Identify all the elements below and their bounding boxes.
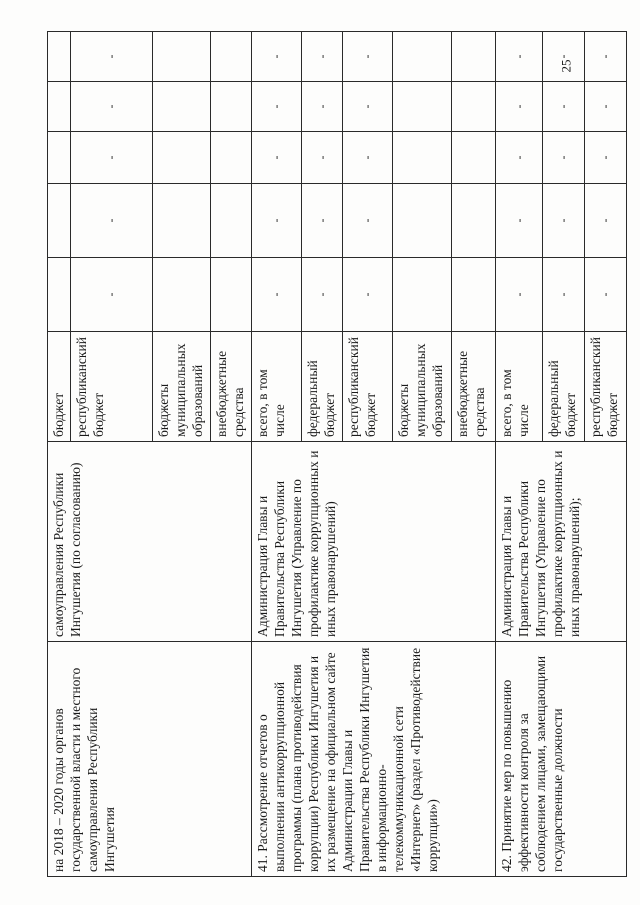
funding-source-cell: федеральный бюджет — [302, 332, 343, 442]
value-cell — [48, 82, 71, 132]
value-cell: - — [343, 258, 393, 332]
value-cell: - — [71, 82, 153, 132]
value-cell — [452, 32, 496, 82]
value-cell: - — [302, 32, 343, 82]
funding-source-cell: всего, в том числе — [252, 332, 302, 442]
value-cell — [211, 184, 252, 258]
event-cell: на 2018 – 2020 годы органов государственной власти и местного самоуправления Республики Ингушетия — [48, 642, 252, 877]
funding-source-cell: всего, в том числе — [496, 332, 543, 442]
table-row — [252, 32, 302, 877]
value-cell — [393, 184, 452, 258]
value-cell — [152, 258, 211, 332]
value-cell: - — [585, 82, 627, 132]
funding-source-cell: внебюджетные средства — [211, 332, 252, 442]
value-cell: - — [252, 82, 302, 132]
executor-cell: Администрация Главы и Правительства Республики Ингушетия (Управление по профилактике коррупционных и иных правонарушений); — [496, 442, 627, 642]
value-cell — [211, 82, 252, 132]
funding-source-cell: республиканский бюджет — [343, 332, 393, 442]
funding-source-cell: республиканский бюджет — [585, 332, 627, 442]
funding-source-cell: республиканский бюджет — [71, 332, 153, 442]
value-cell: - — [252, 184, 302, 258]
value-cell: - — [496, 32, 543, 82]
value-cell — [48, 258, 71, 332]
funding-source-cell: бюджет — [48, 332, 71, 442]
value-cell: - — [585, 32, 627, 82]
value-cell: - — [71, 132, 153, 184]
value-cell: - — [252, 132, 302, 184]
value-cell — [211, 258, 252, 332]
value-cell — [152, 32, 211, 82]
value-cell — [393, 258, 452, 332]
table-body — [48, 32, 627, 877]
executor-cell: Администрация Главы и Правительства Республики Ингушетия (Управление по профилактике коррупционных и иных правонарушений) — [252, 442, 496, 642]
value-cell: - — [543, 32, 585, 82]
value-cell: - — [302, 132, 343, 184]
value-cell: - — [71, 32, 153, 82]
value-cell: - — [543, 184, 585, 258]
funding-source-cell: федеральный бюджет — [543, 332, 585, 442]
value-cell: - — [71, 258, 153, 332]
value-cell — [452, 184, 496, 258]
value-cell — [211, 32, 252, 82]
value-cell — [48, 184, 71, 258]
value-cell: - — [496, 82, 543, 132]
rotated-table-container — [47, 32, 627, 877]
value-cell: - — [496, 184, 543, 258]
funding-source-cell: бюджеты муниципальных образований — [393, 332, 452, 442]
value-cell: - — [543, 258, 585, 332]
value-cell — [152, 184, 211, 258]
value-cell — [152, 82, 211, 132]
value-cell — [393, 132, 452, 184]
value-cell: - — [252, 32, 302, 82]
value-cell: - — [543, 132, 585, 184]
value-cell — [393, 32, 452, 82]
value-cell: - — [343, 32, 393, 82]
value-cell: - — [585, 184, 627, 258]
value-cell — [48, 32, 71, 82]
value-cell: - — [543, 82, 585, 132]
funding-source-cell: бюджеты муниципальных образований — [152, 332, 211, 442]
table-row — [48, 32, 71, 877]
value-cell: - — [343, 184, 393, 258]
value-cell — [211, 132, 252, 184]
value-cell — [152, 132, 211, 184]
table-row — [496, 32, 543, 877]
value-cell — [452, 132, 496, 184]
value-cell: - — [585, 258, 627, 332]
funding-source-cell: внебюджетные средства — [452, 332, 496, 442]
value-cell — [393, 82, 452, 132]
value-cell: - — [343, 132, 393, 184]
executor-cell: самоуправления Республики Ингушетия (по согласованию) — [48, 442, 252, 642]
value-cell: - — [302, 258, 343, 332]
value-cell: - — [585, 132, 627, 184]
value-cell: - — [302, 184, 343, 258]
value-cell: - — [496, 258, 543, 332]
value-cell — [48, 132, 71, 184]
page-number: 25 — [558, 59, 574, 73]
value-cell: - — [343, 82, 393, 132]
value-cell — [452, 82, 496, 132]
funding-table — [47, 31, 627, 877]
value-cell: - — [496, 132, 543, 184]
value-cell — [452, 258, 496, 332]
value-cell: - — [302, 82, 343, 132]
event-cell: 42. Принятие мер по повышению эффективности контроля за соблюдением лицами, замещающими государственные должности — [496, 642, 627, 877]
value-cell: - — [71, 184, 153, 258]
value-cell: - — [252, 258, 302, 332]
event-cell: 41. Рассмотрение отчетов о выполнении антикоррупционной программы (плана противодействия коррупции) Республики Ингушетия и их размещение на официальном сайте Администрации Главы и Правительства Республики Ингушетия в информационно-телекоммуникационной сети «Интернет» (раздел «Противодействие коррупции») — [252, 642, 496, 877]
